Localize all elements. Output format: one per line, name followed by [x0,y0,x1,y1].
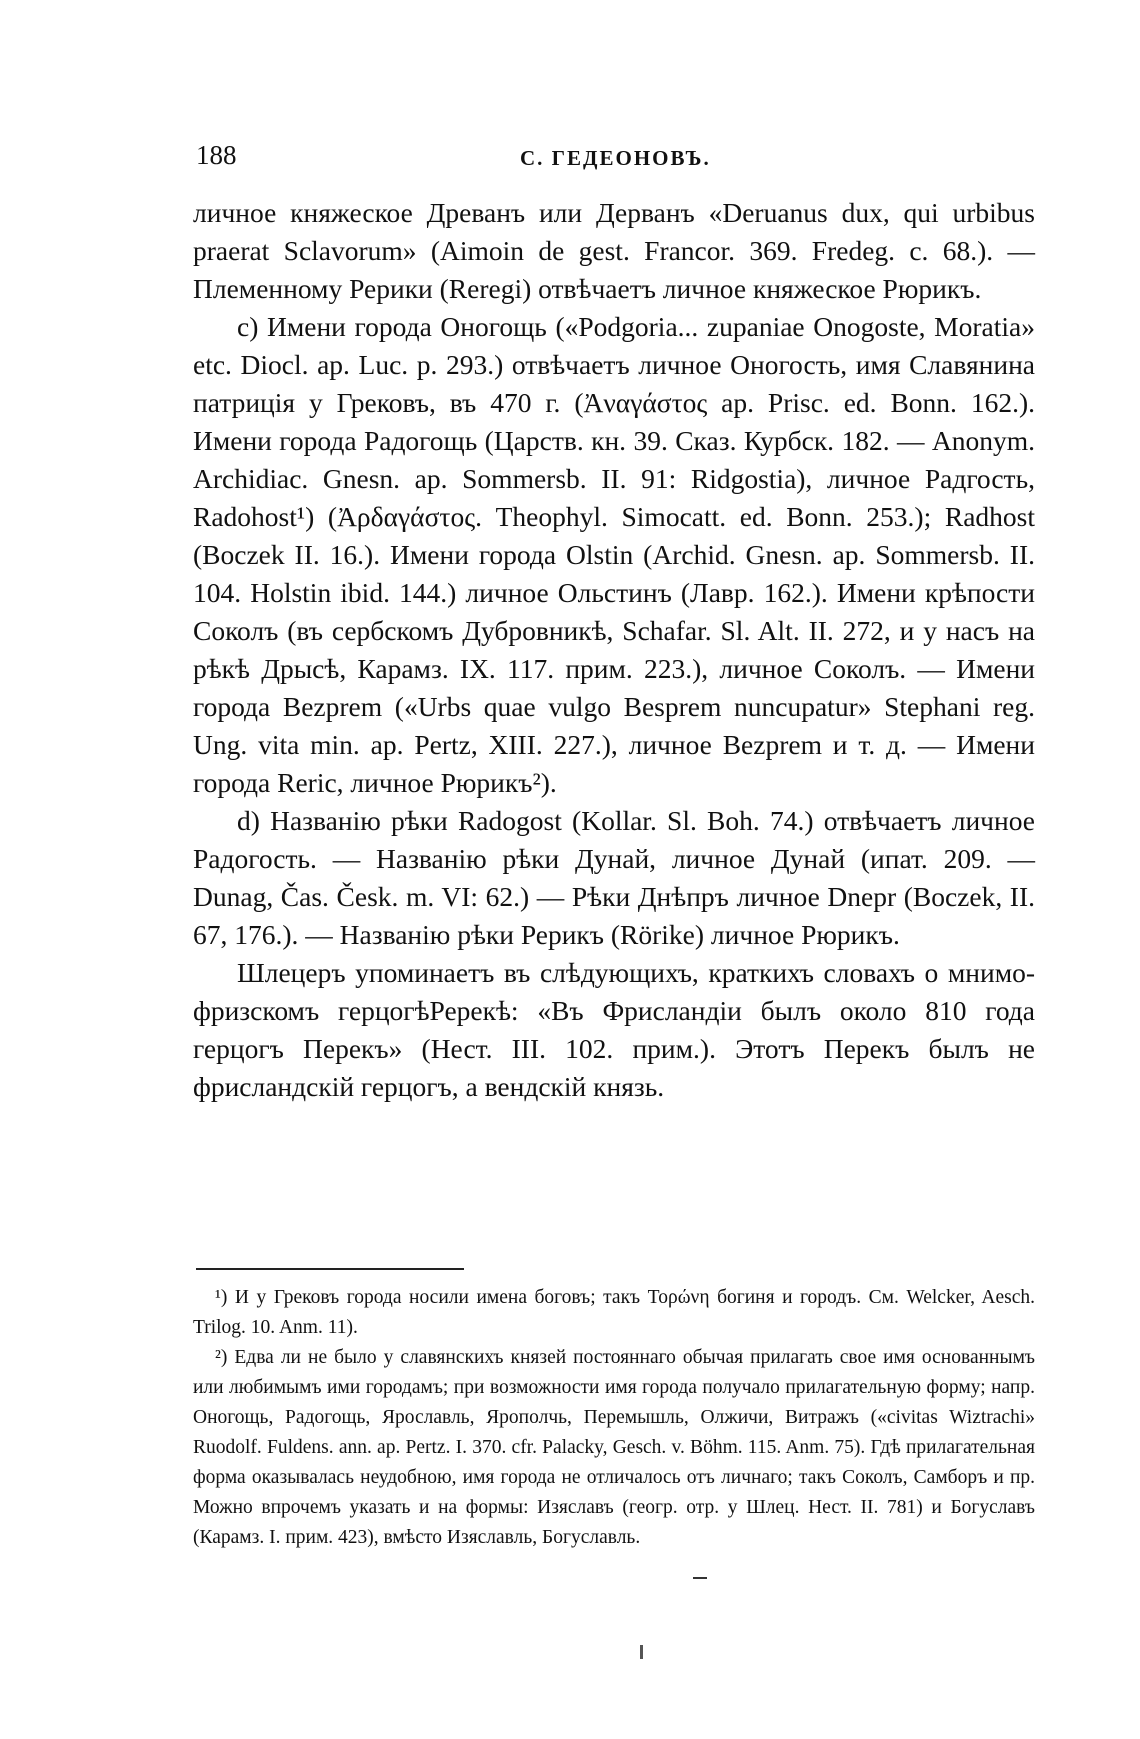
paragraph-1: личное княжеское Древанъ или Дерванъ «Deruanus dux, qui urbibus praerat Sclavorum» (Aimoin de gest. Francor. 369. Fredeg. c. 68.). — Племенному Рерики (Reregi) отвѣчаетъ личное княжеское Рюрикъ. [193,197,1035,304]
running-head: С. ГЕДЕОНОВЪ. [520,146,711,170]
paragraph-2: c) Имени города Оногощь («Podgoria... zupaniae Onogoste, Moratia» etc. Diocl. ap. Luc. p. 293.) отвѣчаетъ личное Оногость, имя Славянина патриція у Грековъ, въ 470 г. (Ἀναγάστος ap. Prisc. ed. Bonn. 162.). Имени города Радогощь (Царств. кн. 39. Сказ. Курбск. 182. — Anonym. Archidiac. Gnesn. ap. Sommersb. II. 91: Ridgostia), личное Радгость, Radohost¹) (Ἀρδαγάστος. Theophyl. Simocatt. ed. Bonn. 253.); Radhost (Boczek II. 16.). Имени города Olstin (Archid. Gnesn. ap. Sommersb. II. 104. Holstin ibid. 144.) личное Ольстинъ (Лавр. 162.). Имени крѣпости Соколъ (въ сербскомъ Дубровникѣ, Schafar. Sl. Alt. II. 272, и у насъ на рѣкѣ Дрысѣ, Карамз. IX. 117. прим. 223.), личное Соколъ. — Имени города Bezprem («Urbs quae vulgo Besprem nuncupatur» Stephani reg. Ung. vita min. ap. Pertz, XIII. 227.), личное Bezprem и т. д. — Имени города Reric, личное Рюрикъ²). [193,311,1035,798]
page-number: 188 [196,140,237,170]
footnote-rule [196,1268,464,1270]
footnote-1: ¹) И у Грековъ города носили имена боговъ; такъ Τορώνη богиня и городъ. См. Welcker, Aesch. Trilog. 10. Anm. 11). [193,1287,1035,1338]
print-mark-dot [640,1645,643,1659]
print-mark-dash [693,1577,707,1579]
footnote-2: ²) Едва ли не было у славянскихъ князей постояннаго обычая прилагать свое имя основаннымъ или любимымъ ими городамъ; при возможности имя города получало прилагательную форму; напр. Оногощь, Радогощь, Ярославль, Ярополчь, Перемышль, Олжичи, Витражъ («civitas Wiztrachi» Ruodolf. Fuldens. ann. ap. Pertz. I. 370. cfr. Palacky, Gesch. v. Böhm. 115. Anm. 75). Гдѣ прилагательная форма оказывалась неудобною, имя города не отличалось отъ личнаго; такъ Соколъ, Самборъ и пр. Можно впрочемъ указать и на формы: Изяславъ (геогр. отр. у Шлец. Нест. II. 781) и Богуславъ (Карамз. I. прим. 423), вмѣсто Изяславль, Богуславль. [193,1347,1035,1548]
paragraph-4: Шлецеръ упоминаетъ въ слѣдующихъ, краткихъ словахъ о мнимо-фризскомъ герцогѣРерекѣ: «Въ Фрисландіи былъ около 810 года герцогъ Перекъ» (Нест. III. 102. прим.). Этотъ Перекъ былъ не фрисландскій герцогъ, а вендскій князь. [193,957,1035,1102]
paragraph-3: d) Названію рѣки Radogost (Kollar. Sl. Boh. 74.) отвѣчаетъ личное Радогость. — Названію рѣки Дунай, личное Дунай (ипат. 209. — Dunag, Čas. Česk. m. VI: 62.) — Рѣки Днѣпръ личное Dnepr (Boczek, II. 67, 176.). — Названію рѣки Рерикъ (Rörike) личное Рюрикъ. [193,805,1035,950]
body-text [193,194,1035,1106]
footnotes [193,1283,1035,1553]
